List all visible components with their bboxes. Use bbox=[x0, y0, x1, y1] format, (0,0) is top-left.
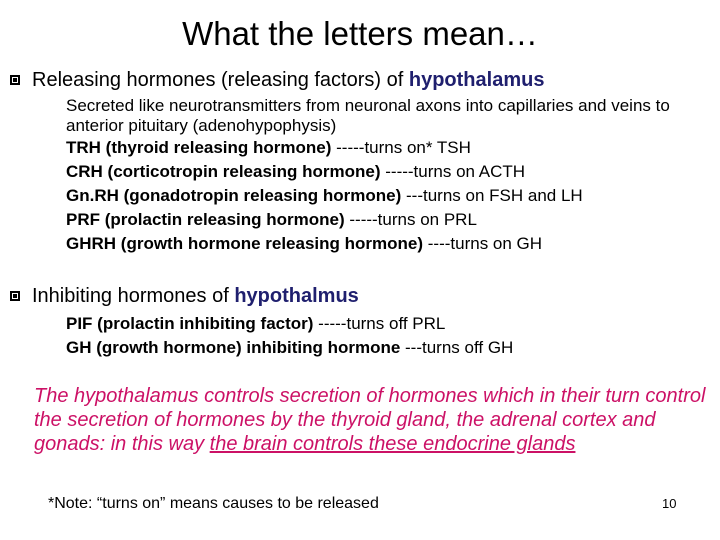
hormone-name: PIF (prolactin inhibiting factor) bbox=[66, 314, 314, 333]
list-item bbox=[66, 208, 706, 232]
summary-paragraph bbox=[34, 384, 714, 456]
releasing-hormones-list bbox=[66, 96, 706, 256]
page-number: 10 bbox=[662, 496, 677, 511]
hormone-effect: ---turns on FSH and LH bbox=[401, 186, 583, 205]
list-item bbox=[66, 160, 706, 184]
list-item bbox=[66, 232, 706, 256]
hormone-effect: -----turns off PRL bbox=[313, 314, 446, 333]
hormone-effect: -----turns on ACTH bbox=[380, 162, 526, 181]
bullet-text: Inhibiting hormones of bbox=[32, 285, 235, 307]
hormone-name: PRF (prolactin releasing hormone) bbox=[66, 210, 345, 229]
list-item bbox=[66, 312, 706, 336]
square-bullet-icon bbox=[10, 291, 20, 301]
bullet-accent: hypothalmus bbox=[234, 285, 359, 307]
hormone-name: CRH (corticotropin releasing hormone) bbox=[66, 162, 381, 181]
summary-text: The hypothalamus controls secretion of hormones which in their turn control the secretion of hormones by the thyroid gland, the adrenal cortex and gonads: in this way bbox=[34, 385, 706, 455]
hormone-name: GHRH (growth hormone releasing hormone) bbox=[66, 234, 424, 253]
hormone-effect: ---turns off GH bbox=[400, 338, 514, 357]
summary-underlined: the brain controls these endocrine glands bbox=[209, 433, 576, 455]
hormone-effect: -----turns on* TSH bbox=[331, 138, 471, 157]
hormone-name: TRH (thyroid releasing hormone) bbox=[66, 138, 332, 157]
list-item bbox=[66, 136, 706, 160]
hormone-name: GH (growth hormone) inhibiting hormone bbox=[66, 338, 401, 357]
hormone-name: Gn.RH (gonadotropin releasing hormone) bbox=[66, 186, 402, 205]
bullet-text: Releasing hormones (releasing factors) of bbox=[32, 69, 409, 91]
list-item bbox=[66, 336, 706, 360]
square-bullet-icon bbox=[10, 75, 20, 85]
list-item bbox=[66, 184, 706, 208]
footnote: *Note: “turns on” means causes to be released bbox=[48, 495, 379, 512]
slide-title: What the letters mean… bbox=[182, 15, 538, 52]
bullet-releasing-hormones bbox=[10, 68, 544, 92]
intro-text: Secreted like neurotransmitters from neuronal axons into capillaries and veins to anterior pituitary (adenohypophysis) bbox=[66, 96, 670, 135]
hormone-effect: ----turns on GH bbox=[423, 234, 543, 253]
bullet-accent: hypothalamus bbox=[408, 69, 545, 91]
hormone-effect: -----turns on PRL bbox=[344, 210, 477, 229]
inhibiting-hormones-list bbox=[66, 312, 706, 360]
bullet-inhibiting-hormones bbox=[10, 284, 359, 308]
